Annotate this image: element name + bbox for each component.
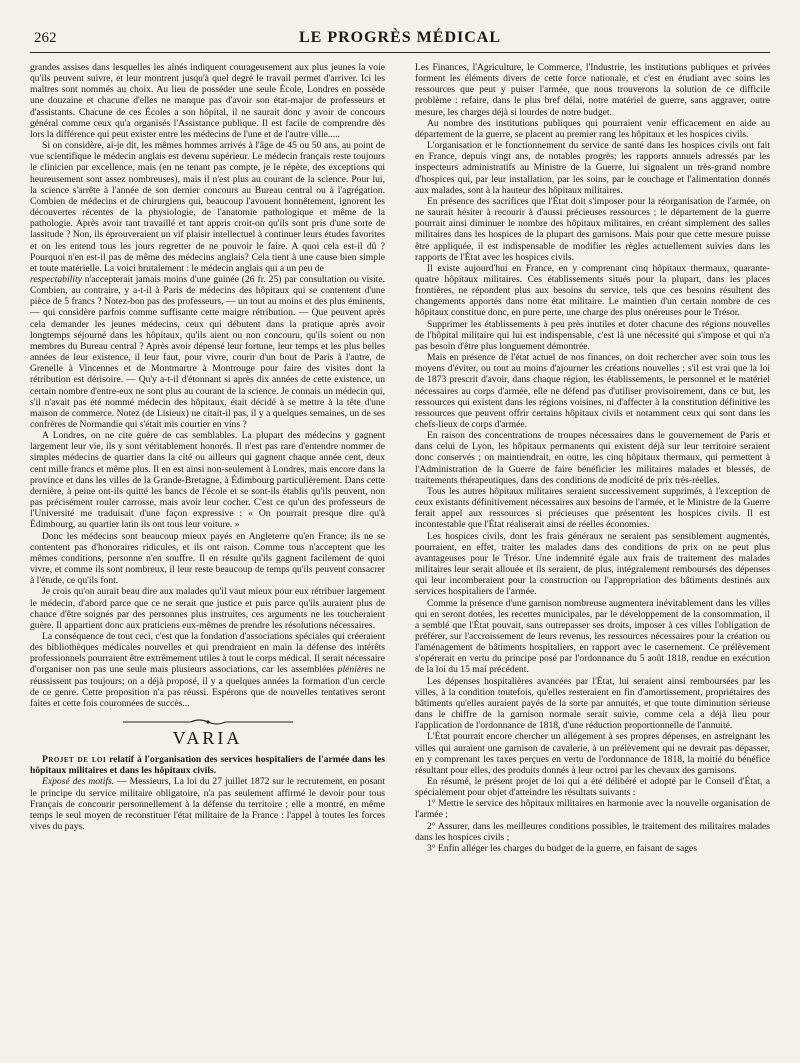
paragraph: Donc les médecins sont beaucoup mieux payés en Angleterre qu'en France; ils ne se contentent pas d'honoraires ridicules, et ils ont raison. Comme tous n'acceptent que les mêmes conditions, personne n'en souffre. Il en résulte qu'ils gagnent facilement de quoi vivre, et comme ils sont nombreux, il leur reste beaucoup de temps qu'ils peuvent consacrer à l'étude, ce qu'ils font.: [30, 530, 385, 587]
paragraph: Je crois qu'on aurait beau dire aux malades qu'il vaut mieux pour eux rétribuer largement le médecin, d'abord parce que ce ne serait que justice et puis parce qu'ils auraient plus de chance d'être soignés par des personnes plus instruites, ces arguments ne les toucheraient guère. Il appartient donc aux praticiens eux-mêmes de prendre les résolutions nécessaires.: [30, 586, 385, 631]
paragraph-continued: [30, 274, 385, 430]
paragraph: L'organisation et le fonctionnement du service de santé dans les hospices civils ont fait en France, depuis vingt ans, de notables progrès; les rapports annuels adressés par les inspecteurs administratifs au Ministre de la Guerre, lui signalent un très-grand nombre d'hospices qui, par leur installation, par les soins, par le couchage et l'alimentation donnés aux malades, sont à la hauteur des hôpitaux militaires.: [415, 140, 770, 196]
paragraph: Tous les autres hôpitaux militaires seraient successivement supprimés, à l'exception de ceux existants définitivement nécessaires aux besoins de l'armée, et le Ministre de la Guerre ferait appel aux ressources si précieuses que présentent les hospices civils. Il est incontestable que l'État réaliserait ainsi de réelles économies.: [415, 485, 770, 531]
list-item: 1° Mettre le service des hôpitaux militaires en harmonie avec la nouvelle organisation de l'armée ;: [415, 798, 770, 821]
paragraph: [30, 631, 385, 709]
paragraph: Les dépenses hospitalières avancées par l'État, lui seraient ainsi remboursées par les villes, à la condition toutefois, qu'elles resteraient en fin d'amortissement, propriétaires des bâtiments qu'elles auraient payés de la sorte par annuités, et que toute diminution sérieuse dans le chiffre de la garnison normale serait suivie, comme cela a déjà lieu pour l'application de l'ordonnance de 1818, d'une réduction proportionnelle de l'annuité.: [415, 675, 770, 732]
paragraph-text: n'accepterait jamais moins d'une guinée (26 fr. 25) par consultation ou visite. Combien, au contraire, y a-t-il à Paris de médecins des hôpitaux qui se contentent d'une pièce de 5 francs ? Notez-bon pas des professeurs, — un tout au moins et des plus éminents, — qui considère parfois comme suffisante cette maigre rétribution. — Que peuvent après cela demander les jeunes médecins, ceux qui débutent dans la pratique après avoir longtemps séjourné dans les hôpitaux, qu'ils aient ou non concouru, qu'ils soient ou non membres du Bureau central ? Après avoir dépensé leur fortune, leur temps et les plus belles années de leur existence, il leur faut, pour vivre, courir d'un bout de Paris à l'autre, de Grenelle à Vincennes et de Montmartre à Montrouge pour faire des visites dont la rétribution est dérisoire. — Qu'y a-t-il d'étonnant si après dix années de cette existence, un certain nombre d'entre-eux ne sont plus au courant de la science. Je connais un médecin qui, s'il n'avait pas été nommé médecin des hôpitaux, était décidé à se mettre à la tête d'une maison de commerce. Notez (de Lisieux) ne citait-il pas, il y a quelques semaines, un de ses confrères de Normandie qui s'était mis courtier en vins ?: [30, 273, 385, 430]
ornament-rule-icon: [123, 718, 293, 726]
paragraph: En résumé, le présent projet de loi qui a été délibéré et adopté par le Conseil d'État, a spécialement pour objet d'atteindre les résultats suivants :: [415, 776, 770, 799]
right-column: [415, 62, 770, 1057]
italic-term: respectability: [30, 273, 82, 285]
journal-title: LE PROGRÈS MÉDICAL: [298, 29, 502, 46]
paragraph-text: ne réussissent pas toujours; on a déjà proposé, il y a quelques années la formation d'un cercle de ce genre. Cette proposition n'a pas réussi. Espérons que de nouvelles tentatives seront faites et cette fois couronnées de succès...: [30, 664, 385, 709]
list-item: 2° Assurer, dans les meilleures conditions possibles, le traitement des militaires malades dans les hospices civils ;: [415, 820, 770, 843]
article-title: [30, 754, 385, 776]
expose-label: Exposé des motifs.: [42, 776, 115, 788]
paragraph: Comme la présence d'une garnison nombreuse augmentera inévitablement dans les villes qui en seront dotées, les recettes municipales, par le développement de la consommation, il a semblé que l'État pouvait, sans outrepasser ses droits, imposer à ces villes l'obligation de préférer, sur l'accroissement de leurs revenus, les ressources nécessaires pour la création ou l'aménagement de bâtiments hospitaliers, en rapport avec le casernement. Ce prélèvement s'opérerait en vertu du principe posé par l'ordonnance du 5 août 1818, rendue en exécution de la loi du 15 mai précédent.: [415, 597, 770, 676]
section-title-varia: VARIA: [172, 728, 243, 749]
paragraph: A Londres, on ne cite guère de cas semblables. La plupart des médecins y gagnent largement leur vie, ils y sont véritablement honorés. Il n'est pas rare d'entendre nommer de simples médecins de quartier dans la cité ou ailleurs qui gagnent chaque année cent, deux cent mille francs et même plus. Il en est ainsi non-seulement à Londres, mais encore dans la province et dans les villes de la Grande-Bretagne, à Édimbourg particulièrement. Dans cette dernière, à peine ont-ils quitté les bancs de l'école et se sont-ils établis qu'ils peuvent, non pas précisément rouler carrosse, mais avoir leur cocher. C'est ce qu'un des professeurs de l'Université me traduisait d'une façon expressive : « On pourrait presque dire qu'à Édimbourg, au quartier latin ils ont tous leur voiture. »: [30, 430, 385, 531]
paragraph-text: — Messieurs, La loi du 27 juillet 1872 sur le recrutement, en posant le principe du service militaire obligatoire, n'a pas seulement affirmé le devoir pour tous Français de concourir personnellement à la défense du territoire ; elle a montré, en même temps le seul moyen de reconstituer l'état militaire de la France : l'appel à toutes les forces vives du pays.: [30, 776, 385, 832]
paragraph: Supprimer les établissements à peu près inutiles et doter chacune des régions nouvelles de l'hôpital militaire qui lui est indispensable, c'est là une nécessité qui s'impose et qui n'a pas besoin d'être plus longuement démontrée.: [415, 318, 770, 352]
paragraph-text: La conséquence de tout ceci, c'est que la fondation d'associations spéciales qui créeraient des bibliothèques médicales nouvelles et qui prendraient en main la défense des intérêts professionnels pourraient être extrêmement utiles à tout le corps médical. Il serait nécessaire d'organiser non pas une seule mais plusieurs associations, car les assemblées: [30, 630, 385, 676]
paragraph: Il existe aujourd'hui en France, en y comprenant cinq hôpitaux thermaux, quarante-quatre hôpitaux militaires. Ces établissements situés pour la plupart, dans les places frontières, ne répondent plus aux besoins du service, tels que ces besoins résultent des changements apportés dans notre état militaire. Le maintien d'un certain nombre de ces hôpitaux constitue donc, en pure perte, une charge des plus onéreuses pour le Trésor.: [415, 262, 770, 319]
paragraph: Au nombre des institutions publiques qui pourraient venir efficacement en aide au département de la guerre, se placent au premier rang les hôpitaux et les hospices civils.: [415, 117, 770, 140]
paragraph: Les hospices civils, dont les frais généraux ne seraient pas sensiblement augmentés, pourraient, en effet, traiter les malades dans des conditions de prix on ne peut plus avantageuses pour le Trésor. Une indemnité égale aux frais de traitement des malades militaires leur serait allouée et ils seraient, de plus, intégralement remboursés des dépenses qui leur incomberaient pour la construction ou l'appropriation des bâtiments destinés aux services hospitaliers de l'armée.: [415, 530, 770, 598]
left-column: [30, 62, 385, 1057]
page-number: 262: [34, 30, 57, 46]
paragraph: grandes assises dans lesquelles les aînés indiquent courageusement aux plus jeunes la voie qu'ils peuvent suivre, et leur montrent jusqu'à quel degré le travail permet d'arriver. Ici les maîtres sont nommés au choix. Au lieu de posséder une seule École, Londres en possède une douzaine et chacune d'elles ne manque pas d'avoir son état-major de professeurs et d'assistants. Chacune de ces Écoles a son hôpital, il ne saurait donc y avoir de concours général comme ceux qu'a organisés l'Assistance publique. Il est facile de comprendre dès lors la différence qui peut exister entre les médecins de l'une et de l'autre ville.....: [30, 62, 385, 140]
article-title-text: relatif à l'organisation des services hospitaliers de l'armée dans les hôpitaux militaires et dans les hôpitaux civils.: [30, 754, 385, 777]
paragraph: [30, 776, 385, 832]
paragraph: L'État pourrait encore chercher un allégement à ses propres dépenses, en astreignant les villes qui auraient une garnison de cavalerie, à un prélèvement qui ne devrait pas dépasser, en y comprenant les taxes perçues en vertu de l'ordonnance de 1818, la moitié du bénéfice résultant pour elles, des produits donnés à leur octroi par les chevaux des garnisons.: [415, 731, 770, 776]
paragraph: Si on considère, ai-je dit, les mêmes hommes arrivés à l'âge de 45 ou 50 ans, au point de vue scientifique le médecin anglais est devenu supérieur. Le médecin français reste toujours le clinicien par excellence, mais (en ne tenant pas compte, je le répète, des exceptions qui heureusement sont assez nombreuses), mais il n'est plus au courant de la science. Pour lui, la science s'arrête à l'année de son dernier concours au Bureau central ou à l'agrégation. Combien de médecins et de chirurgiens qui, beaucoup l'avouent honnêtement, ignorent les découvertes récentes de la physiologie, de l'anatomie pathologique et même de la pathologie. Après avoir tant travaillé et tant appris croit-on qu'ils sont pris d'une sorte de lassitude ? Non, ils éprouveraient un vif plaisir intellectuel à continuer leurs études favorites et on les entend tous les jours regretter de ne pouvoir le faire. A quoi cela est-il dû ? Pourquoi n'en est-il pas de même des médecins anglais? Cela tient à une cause bien simple et toute matérielle. La voici brutalement : le médecin anglais qui a un peu de: [30, 140, 385, 274]
paragraph: Les Finances, l'Agriculture, le Commerce, l'Industrie, les institutions publiques et privées forment les éléments divers de cette force nationale, et c'est en étudiant avec soins les ressources que peut y puiser l'armée, que nous trouverons la solution de ce difficile problème : refaire, dans le plus bref délai, notre matériel de guerre, sans aggraver, outre mesure, les charges déjà si lourdes de notre budget.: [415, 62, 770, 118]
paragraph: En présence des sacrifices que l'État doit s'imposer pour la réorganisation de l'armée, on ne saurait hésiter à recourir à d'aussi précieuses ressources ; le département de la guerre pourrait ainsi diminuer le nombre des hôpitaux militaires, en créant simplement des salles militaires dans les hospices de la plupart des garnisons. Mais pour que cette mesure puisse être appliquée, il est indispensable de modifier les règles actuellement suivies dans les rapports de l'État avec les hospices civils.: [415, 195, 770, 263]
paragraph: Mais en présence de l'état actuel de nos finances, on doit rechercher avec soin tous les moyens d'éviter, ou tout au moins d'ajourner les créations nouvelles ; s'il est vrai que la loi de 1873 prescrit d'avoir, dans chaque région, les établissements, le personnel et le matériel nécessaires au corps d'armée, elle ne défend pas d'utiliser provisoirement, dans ce but, les ressources qui existent dans les régions voisines, ni d'affecter à la constitution définitive les ressources que peuvent offrir certains hôpitaux civils et notamment ceux qui sont dans les chefs-lieux de corps d'armée.: [415, 352, 770, 430]
page-header: [30, 26, 770, 53]
ornamental-divider: [30, 718, 385, 726]
paragraph: En raison des concentrations de troupes nécessaires dans le gouvernement de Paris et dans celui de Lyon, les hôpitaux permanents qui existent déjà sur leur territoire seraient donc conservés ; on maintiendrait, en outre, les cinq hôpitaux thermaux, qui permettent à l'Administration de la Guerre de faire bénéficier les militaires malades et blessés, de traitements thérapeutiques, dans des conditions de modicité de prix très-réelles.: [415, 430, 770, 486]
italic-term: plénières: [337, 664, 373, 676]
article-title-prefix: Projet de loi: [42, 754, 107, 766]
list-item: 3° Enfin alléger les charges du budget de la guerre, en faisant de sages: [427, 842, 698, 854]
